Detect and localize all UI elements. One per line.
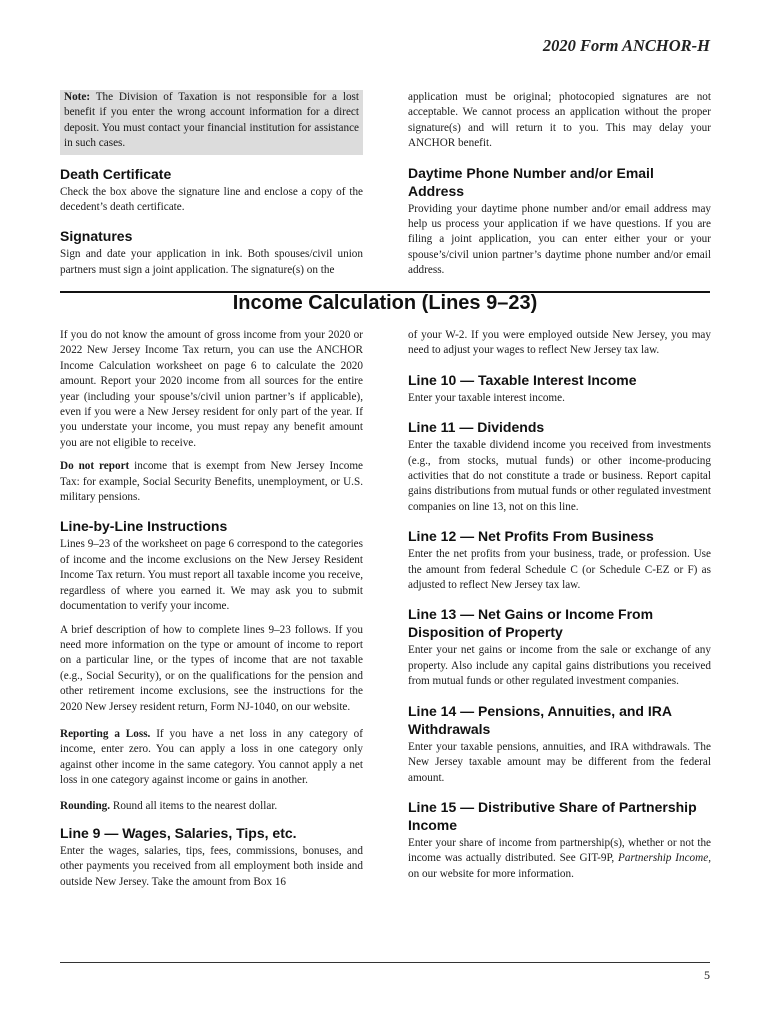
note-text: The Division of Taxation is not responsible for a lost benefit if you enter the wrong account information for a direct deposit. You must contact your financial institution for assistance in such cases. (64, 91, 359, 150)
note-label: Note: (64, 91, 91, 103)
do-not-report-label: Do not report (60, 460, 130, 473)
line-11-text: Enter the taxable dividend income you received from investments (e.g., from stocks, mutual funds) or other income-producing activities that do not constitute a trade or business. Report capital gains distributions from mutual funds or other regulated investment companies on line 13, not on this line. (408, 439, 711, 513)
death-certificate-heading: Death Certificate (60, 165, 172, 182)
reporting-loss-label: Reporting a Loss. (60, 727, 151, 740)
line-15-text (408, 836, 711, 882)
page-number: 5 (704, 968, 710, 982)
line-10-text: Enter your taxable interest income. (408, 391, 565, 404)
line-15-heading: Line 15 — Distributive Share of Partnership Income (408, 798, 697, 833)
note-box (60, 90, 363, 155)
form-title: 2020 Form ANCHOR-H (542, 36, 710, 55)
do-not-report-body: income that is exempt from New Jersey Income Tax: for example, Social Security Benefits, unemployment, or U.S. military pensions. (60, 460, 363, 504)
signatures-text: Sign and date your application in ink. Both spouses/civil union partners must sign a joint application. The signature(s) on the (60, 248, 363, 276)
line-15-text-a: Enter your share of income from partnership(s), whether or not the income was actually distributed. See GIT-9P, (408, 836, 711, 865)
line-14-heading: Line 14 — Pensions, Annuities, and IRA Withdrawals (408, 702, 672, 737)
phone-email-text: Providing your daytime phone number and/or email address may help us process your application if we have questions. If you are filing a joint application, you can enter either your or your spouse’s/civil union partner’s daytime phone number and/or email address. (408, 202, 711, 277)
line-12-text: Enter the net profits from your business, trade, or profession. Use the amount from federal Schedule C (or Schedule C-EZ or F) as adjusted to reflect New Jersey tax law. (408, 548, 711, 592)
income-intro-text: If you do not know the amount of gross income from your 2020 or 2022 New Jersey Income Tax return, you can use the ANCHOR Income Calculation worksheet on page 6 to calculate the 2020 amount. Report your 2020 income from all sources for the entire year (including your spouse’s/civil union partner’s if applicable), even if you were a New Jersey resident for only part of the year. If you understate your income, you must repay any benefit amount you are not eligible to receive. (60, 329, 363, 449)
line-by-line-text-1: Lines 9–23 of the worksheet on page 6 correspond to the categories of income and the income exclusions on the New Jersey Resident Income Tax return. You must report all taxable income you receive, regardless of where you earned it. We may ask you to submit documentation to verify your income. (60, 538, 363, 613)
phone-email-heading: Daytime Phone Number and/or Email Address (408, 164, 654, 199)
line-12-heading: Line 12 — Net Profits From Business (408, 528, 654, 545)
footer-rule (60, 962, 710, 963)
death-certificate-text: Check the box above the signature line and enclose a copy of the decedent’s death certificate. (60, 185, 363, 214)
rounding-body: Round all items to the nearest dollar. (110, 799, 278, 812)
reporting-loss-body: If you have a net loss in any category of income, enter zero. You can apply a loss in one category only against other income in the same category. You cannot apply a net loss in one category against income or gains in another. (60, 727, 363, 787)
line-15-publication-link[interactable]: Partnership Income (618, 852, 709, 865)
line-13-heading: Line 13 — Net Gains or Income From Disposition of Property (408, 606, 654, 641)
section-title: Income Calculation (Lines 9–23) (232, 292, 538, 314)
top-right-column (408, 90, 711, 287)
signatures-heading: Signatures (60, 228, 133, 245)
line-10-heading: Line 10 — Taxable Interest Income (408, 371, 637, 388)
line-9-heading: Line 9 — Wages, Salaries, Tips, etc. (60, 824, 297, 841)
line-by-line-heading: Line-by-Line Instructions (60, 518, 228, 535)
rounding-text (60, 799, 363, 814)
do-not-report-text (60, 459, 363, 505)
reporting-loss-text (60, 727, 363, 789)
signature-continued-text: application must be original; photocopied signatures are not acceptable. We cannot process an application without the proper signature(s) and will return it to you. This may delay your ANCHOR benefit. (408, 91, 711, 150)
line-14-text: Enter your taxable pensions, annuities, and IRA withdrawals. The New Jersey taxable amount may be different from the federal amount. (408, 740, 711, 784)
left-column (60, 328, 363, 898)
rounding-label: Rounding. (60, 799, 111, 812)
top-left-column (60, 90, 363, 286)
right-column (408, 328, 711, 890)
line-13-text: Enter your net gains or income from the sale or exchange of any property. Also include any capital gains distributions you received from mutual funds or other regulated investment companies. (408, 644, 711, 688)
line-by-line-text-2: A brief description of how to complete lines 9–23 follows. If you need more information on the type or amount of income to report on a particular line, or the types of income that are not taxable (e.g., Social Security), or on the qualifications for the pension and other retirement income exclusions, see the instructions for the 2020 New Jersey resident return, Form NJ-1040, on our website. (60, 623, 363, 713)
line-15-text-b: , on our website for more information. (408, 852, 711, 880)
line-9-text: Enter the wages, salaries, tips, fees, commissions, bonuses, and other payments you received from all employment both inside and outside New Jersey. Take the amount from Box 16 (60, 844, 363, 888)
line-9-continued-text: of your W-2. If you were employed outside New Jersey, you may need to adjust your wages to reflect New Jersey tax law. (408, 329, 711, 357)
line-11-heading: Line 11 — Dividends (408, 419, 545, 436)
